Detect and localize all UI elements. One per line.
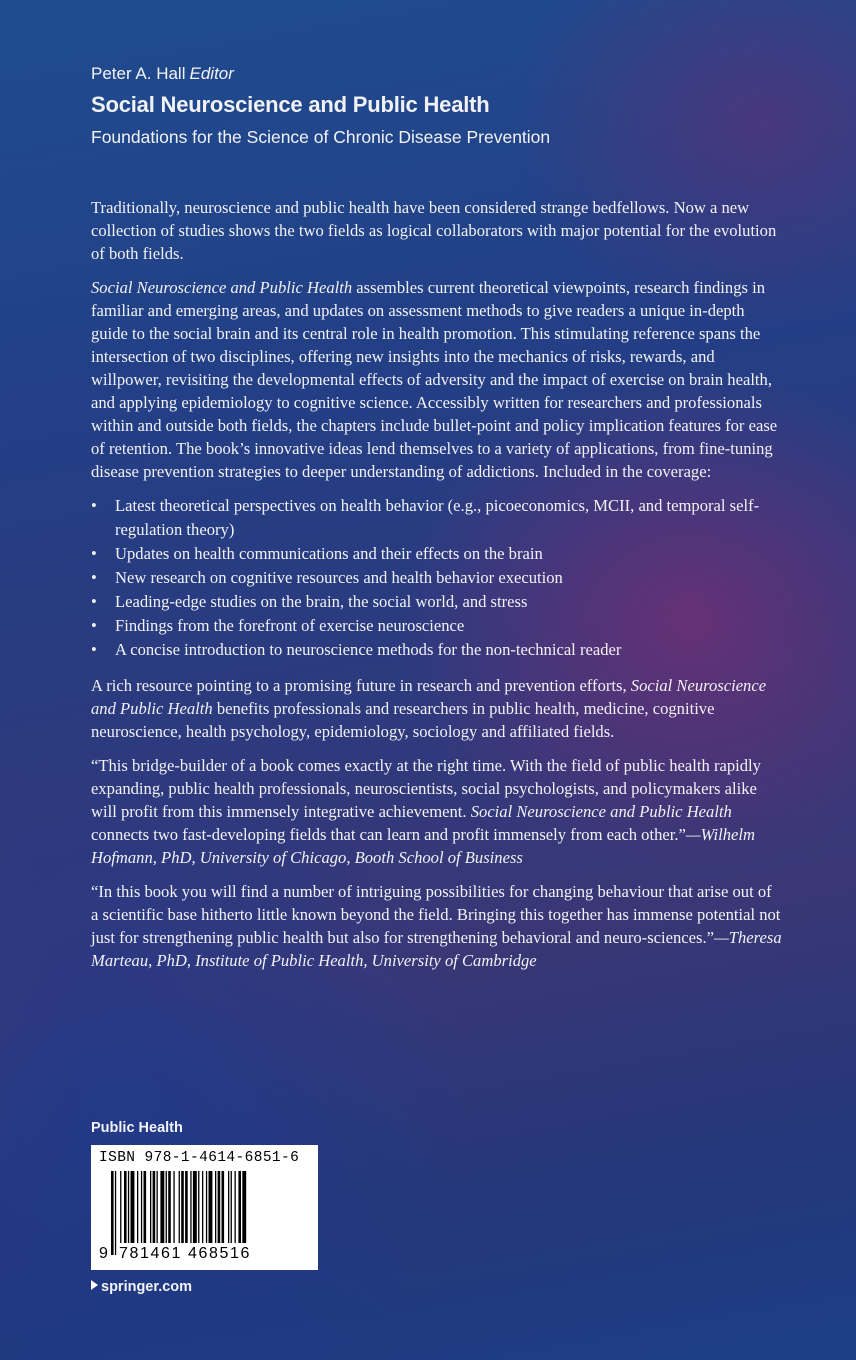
barcode-bar bbox=[235, 1171, 236, 1243]
summary-text-start: A rich resource pointing to a promising future in research and prevention efforts, bbox=[91, 676, 631, 695]
review-quote-marteau bbox=[91, 880, 783, 972]
barcode-bar bbox=[120, 1171, 121, 1243]
barcode-bar bbox=[128, 1171, 129, 1243]
quote-attribution: —Wilhelm Hofmann, PhD, University of Chicago, Booth School of Business bbox=[91, 825, 756, 867]
quote-book-title: Social Neuroscience and Public Health bbox=[470, 802, 732, 821]
editor-name: Peter A. Hall bbox=[91, 64, 186, 83]
barcode-bar bbox=[160, 1171, 164, 1243]
category-label: Public Health bbox=[91, 1120, 183, 1136]
book-title: Social Neuroscience and Public Health bbox=[91, 92, 490, 117]
barcode-bar bbox=[157, 1171, 158, 1243]
intro-paragraph: Traditionally, neuroscience and public health have been considered strange bedfellows. Now a new collection of studies shows the two fields as logical collaborators with major potential for the evolution of both fields. bbox=[91, 198, 777, 263]
isbn-barcode bbox=[91, 1145, 318, 1270]
barcode-bar bbox=[115, 1171, 116, 1255]
barcode-bar bbox=[137, 1171, 138, 1243]
quote-text-end: connects two fast-developing fields that can learn and profit immensely from each other.” bbox=[91, 825, 686, 844]
summary-text-rest: benefits professionals and researchers in public health, medicine, cognitive neuroscience, health psychology, epidemiology, sociology and affiliated fields. bbox=[91, 699, 715, 741]
barcode-bar bbox=[198, 1171, 199, 1243]
barcode-bar bbox=[209, 1171, 213, 1243]
book-subtitle: Foundations for the Science of Chronic Disease Prevention bbox=[91, 127, 551, 147]
coverage-item: • New research on cognitive resources and health behavior execution bbox=[91, 566, 783, 590]
coverage-item: • Updates on health communications and their effects on the brain bbox=[91, 542, 783, 566]
review-quote-hofmann bbox=[91, 754, 783, 869]
overview-book-title: Social Neuroscience and Public Health bbox=[91, 278, 353, 297]
barcode-bar bbox=[111, 1171, 114, 1255]
barcode-bar bbox=[166, 1171, 167, 1243]
barcode-bar bbox=[124, 1171, 127, 1243]
coverage-item: • Leading-edge studies on the brain, the social world, and stress bbox=[91, 590, 783, 614]
barcode-bar bbox=[206, 1171, 207, 1243]
coverage-item: • A concise introduction to neuroscience methods for the non-technical reader bbox=[91, 638, 783, 662]
coverage-item: • Latest theoretical perspectives on health behavior (e.g., picoeconomics, MCII, and temporal self-regulation theory) bbox=[91, 494, 783, 542]
barcode-bar bbox=[190, 1171, 191, 1243]
barcode-bar bbox=[222, 1171, 225, 1243]
overview-paragraph bbox=[91, 276, 783, 483]
barcode-bar bbox=[238, 1171, 241, 1243]
barcode-bar bbox=[202, 1171, 203, 1243]
barcode-bar bbox=[150, 1171, 151, 1243]
coverage-list bbox=[91, 494, 783, 662]
barcode-bar bbox=[144, 1171, 147, 1243]
barcode-bar bbox=[215, 1171, 216, 1243]
blurb bbox=[91, 196, 783, 983]
quote-attribution: —Theresa Marteau, PhD, Institute of Public Health, University of Cambridge bbox=[91, 928, 782, 970]
publisher-website[interactable] bbox=[91, 1278, 192, 1296]
barcode-bar bbox=[168, 1171, 171, 1243]
coverage-item: • Findings from the forefront of exercise neuroscience bbox=[91, 614, 783, 638]
barcode-bar bbox=[228, 1171, 229, 1243]
barcode-bar bbox=[231, 1171, 232, 1243]
website-label: springer.com bbox=[101, 1279, 193, 1295]
barcode-bar bbox=[153, 1171, 156, 1243]
barcode-digit-first: 9 bbox=[99, 1245, 108, 1262]
isbn-number: ISBN 978-1-4614-6851-6 bbox=[99, 1150, 300, 1166]
quote-text: “In this book you will find a number of intriguing possibilities for changing behaviour that arise out of a scientific base hitherto little known beyond the field. Bringing this together has immense potential not just for strengthening public health but also for strengthening behavioral and neuro-sciences.” bbox=[91, 882, 781, 947]
barcode-bar bbox=[218, 1171, 221, 1243]
summary-book-title: Social Neuroscience and Public Health bbox=[91, 676, 767, 718]
barcode-bar bbox=[193, 1171, 197, 1243]
editor-role: Editor bbox=[189, 64, 234, 83]
overview-text: assembles current theoretical viewpoints, research findings in familiar and emerging areas, and updates on assessment methods to give readers a unique in-depth guide to the social brain and its central role in health promotion. This stimulating reference spans the intersection of two disciplines, offering new insights into the mechanics of risks, rewards, and willpower, revisiting the developmental effects of adversity and the impact of exercise on brain health, and applying epidemiology to cognitive science. Accessibly written for researchers and professionals within and outside both fields, the chapters include bullet-point and policy implication features for ease of retention. The book’s innovative ideas lend themselves to a variety of applications, from fine-tuning disease prevention strategies to deeper understanding of addictions. Included in the coverage: bbox=[91, 278, 778, 481]
barcode-bar bbox=[185, 1171, 188, 1243]
summary-paragraph bbox=[91, 674, 783, 743]
barcode-bar bbox=[173, 1171, 174, 1243]
quote-text-start: “This bridge-builder of a book comes exactly at the right time. With the field of public health rapidly expanding, public health professionals, neuroscientists, social psychologists, and policymakers alike will profit from this immensely integrative achievement. bbox=[91, 756, 761, 821]
barcode-bar bbox=[131, 1171, 135, 1243]
barcode-bar bbox=[141, 1171, 142, 1243]
barcode-digits-rest: 781461 468516 bbox=[117, 1243, 253, 1265]
arrow-right-icon bbox=[91, 1280, 98, 1290]
editor-line bbox=[91, 64, 234, 84]
